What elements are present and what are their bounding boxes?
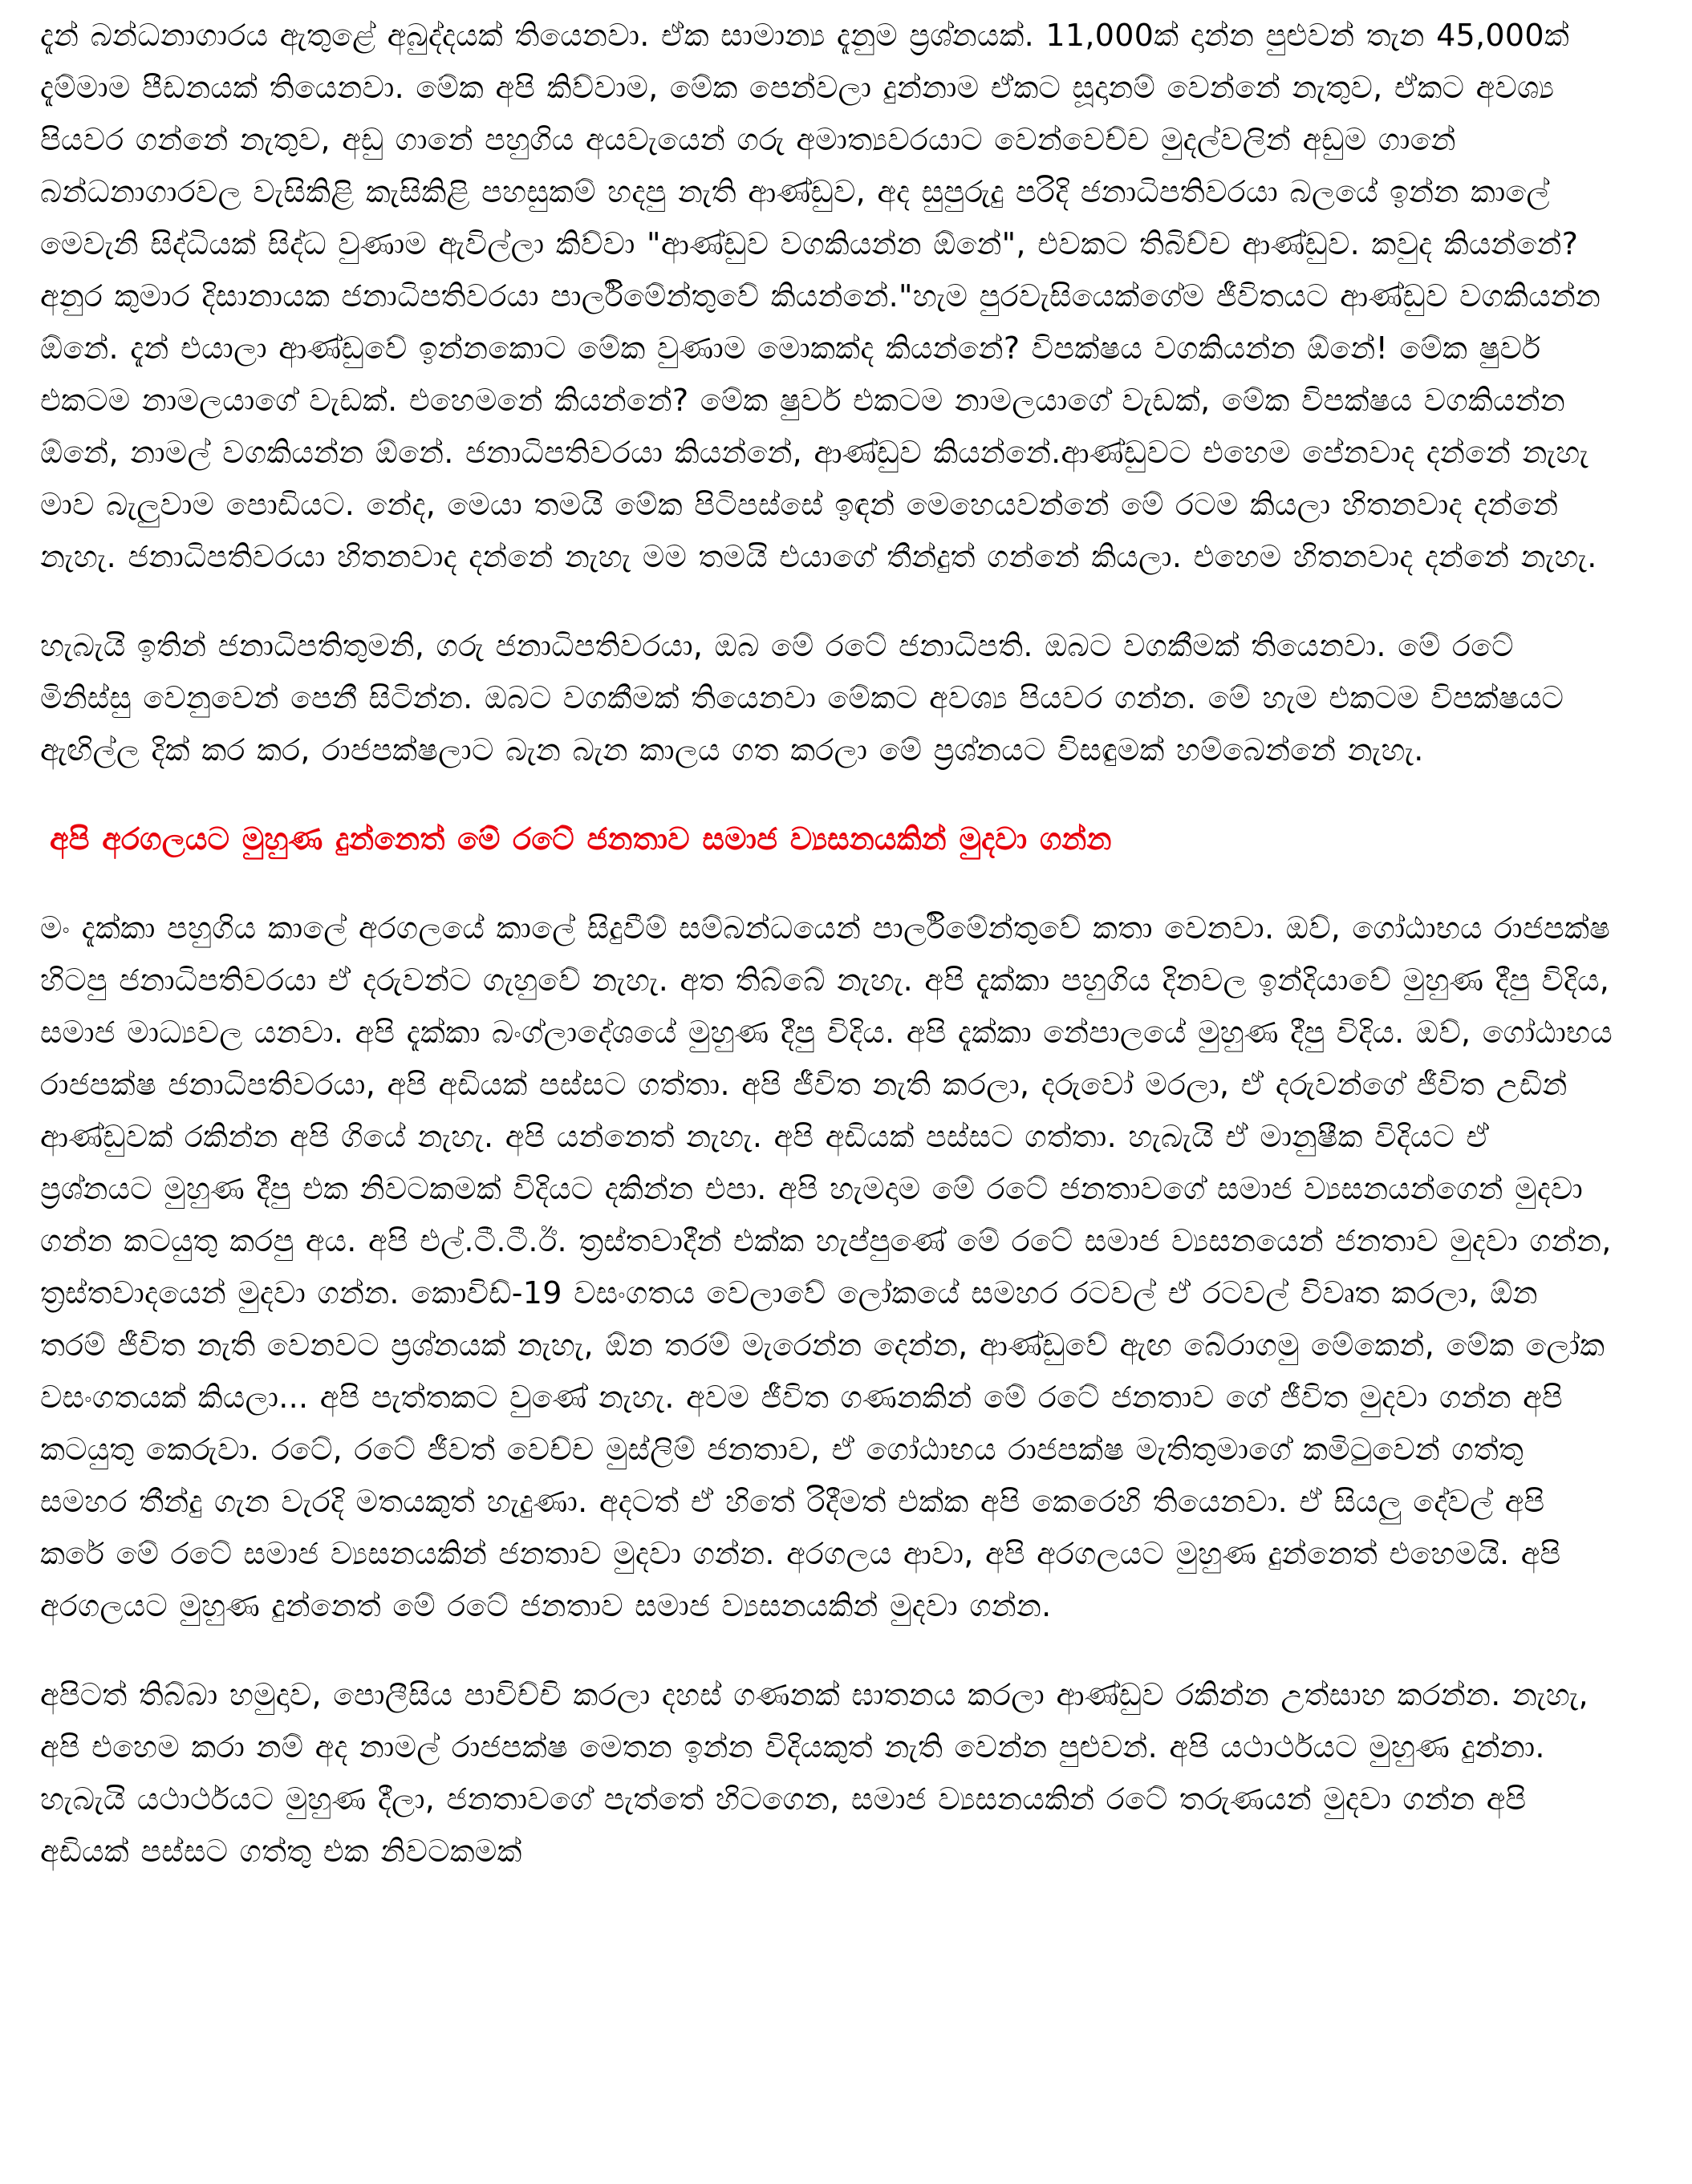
article-paragraph-3: මං දැක්කා පහුගිය කාලේ අරගලයේ කාලේ සිදුවීම් සම්බන්ධයෙන් පාර්ලිමේන්තුවේ කතා වෙනවා. ඔව්, ගෝඨාභය රාජපක්ෂ හිටපු ජනාධිපතිවරයා ඒ දරුවන්ට ගැහුවේ නැහැ. අත තිබ්බේ නැහැ. අපි දැක්කා පහුගිය දිනවල ඉන්දියාවේ මුහුණ දීපු විදිය, සමාජ මාධ්‍යවල යනවා. අපි දැක්කා බංග්ලාදේශයේ මුහුණ දීපු විදිය. අපි දැක්කා නේපාලයේ මුහුණ දීපු විදිය. ඔව්, ගෝඨාභය රාජපක්ෂ ජනාධිපතිවරයා, අපි අඩියක් පස්සට ගත්තා. අපි ජීවිත නැති කරලා, දරුවෝ මරලා, ඒ දරුවන්ගේ ජීවිත උඩින් ආණ්ඩුවක් රකින්න අපි ගියේ නැහැ. අපි යන්නෙත් නැහැ. අපි අඩියක් පස්සට ගත්තා. හැබැයි ඒ මානුෂීක විදියට ඒ ප්‍රශ්නයට මුහුණ දීපු එක නිවටකමක් විදියට දකින්න එපා. අපි හැමදාම මේ රටේ ජනතාවගේ සමාජ ව්‍යසනයන්ගෙන් මුදවා ගන්න කටයුතු කරපු අය. අපි එල්.ටී.ටී.ඊ. ත්‍රස්තවාදීන් එක්ක හැප්පුණේ මේ රටේ සමාජ ව්‍යසනයෙන් ජනතාව මුදවා ගන්න, ත්‍රස්තවාදයෙන් මුදවා ගන්න. කොවිඩ්-19 වසංගතය වෙලාවේ ලෝකයේ සමහර රටවල් ඒ රටවල් විවෘත කරලා, ඕන තරම් ජීවිත නැති වෙනවට ප්‍රශ්නයක් නැහැ, ඕන තරම් මැරෙන්න දෙන්න, ආණ්ඩුවේ ඇඟ බේරාගමු මේකෙන්, මේක ලෝක වසංගතයක් කියලා... අපි පැත්තකට වුණේ නැහැ. අවම ජීවිත ගණනකින් මේ රටේ ජනතාව ගේ ජීවිත මුදවා ගන්න අපි කටයුතු කෙරුවා. රටේ, රටේ ජීවත් වෙච්ච මුස්ලිම් ජනතාව, ඒ ගෝඨාභය රාජපක්ෂ මැතිතුමාගේ කමිටුවෙන් ගත්තු සමහර තීන්දු ගැන වැරදි මතයකුත් හැදුණා. අදටත් ඒ හිතේ රිදීමත් එක්ක අපි කෙරෙහි තියෙනවා. ඒ සියලු දේවල් අපි කරේ මේ රටේ සමාජ ව්‍යසනයකින් ජනතාව මුදවා ගන්න. අරගලය ආවා, අපි අරගලයට මුහුණ දුන්නෙත් එහෙමයි. අපි අරගලයට මුහුණ දුන්නෙත් මේ රටේ ජනතාව සමාජ ව්‍යසනයකින් මුදවා ගන්න. (40, 910, 1613, 1623)
article-subheading: අපි අරගලයට මුහුණ දුන්නෙත් මේ රටේ ජනතාව සමාජ ව්‍යසනයකින් මුදවා ගන්න (50, 821, 1112, 857)
article-paragraph-2: හැබැයි ඉතින් ජනාධිපතිතුමනි, ගරු ජනාධිපතිවරයා, ඔබ මේ රටේ ජනාධිපති. ඔබට වගකීමක් තියෙනවා. මේ රටේ මිනිස්සු වෙනුවෙන් පෙනී සිටින්න. ඔබට වගකීමක් තියෙනවා මේකට අවශ්‍ය පියවර ගන්න. මේ හැම එකටම විපක්ෂයට ඇඟිල්ල දික් කර කර, රාජපක්ෂලාට බැන බැන කාලය ගත කරලා මේ ප්‍රශ්නයට විසඳුමක් හම්බෙන්නේ නැහැ. (40, 628, 1564, 768)
article-paragraph-4: අපිටත් තිබ්බා හමුදාව, පොලීසිය පාවිච්චි කරලා දහස් ගණනක් ඝාතනය කරලා ආණ්ඩුව රකින්න උත්සාහ කරන්න. නැහැ, අපි එහෙම කරා නම් අද නාමල් රාජපක්ෂ මෙතන ඉන්න විදියකුත් නැති වෙන්න පුළුවන්. අපි යථාර්ථයට මුහුණ දුන්නා. හැබැයි යථාර්ථයට මුහුණ දීලා, ජනතාවගේ පැත්තේ හිටගෙන, සමාජ ව්‍යසනයකින් රටේ තරුණයන් මුදවා ගන්න අපි අඩියක් පස්සට ගත්තු එක නිවටකමක් (40, 1677, 1589, 1869)
article-paragraph-1: දැන් බන්ධනාගාරය ඇතුළේ අබුද්දයක් තියෙනවා. ඒක සාමාන්‍ය දැනුම ප්‍රශ්නයක්. 11,000ක් දාන්න පුළුවන් තැන 45,000ක් දැම්මාම පීඩනයක් තියෙනවා. මේක අපි කිව්වාම, මේක පෙන්වලා දුන්නාම ඒකට සූදානම් වෙන්නේ නැතුව, ඒකට අවශ්‍ය පියවර ගන්නේ නැතුව, අඩු ගානේ පහුගිය අයවැයෙන් ගරු අමාත්‍යවරයාට වෙන්වෙච්ච මුදල්වලින් අඩුම ගානේ බන්ධනාගාරවල වැසිකිළි කැසිකිළි පහසුකම් හදපු නැති ආණ්ඩුව, අද සුපුරුදු පරිදි ජනාධිපතිවරයා බලයේ ඉන්න කාලේ මෙවැනි සිද්ධියක් සිද්ධ වුණාම ඇවිල්ලා කිව්වා "ආණ්ඩුව වගකියන්න ඕනේ", එවකට තිබිච්ච ආණ්ඩුව. කවුද කියන්නේ? අනුර කුමාර දිසානායක ජනාධිපතිවරයා පාර්ලිමේන්තුවේ කියන්නේ."හැම පුරවැසියෙක්ගේම ජීවිතයට ආණ්ඩුව වගකියන්න ඕනේ. දැන් එයාලා ආණ්ඩුවේ ඉන්නකොට මේක වුණාම මොකක්ද කියන්නේ? විපක්ෂය වගකියන්න ඕනේ! මේක ෂුවර් එකටම නාමලයාගේ වැඩක්. එහෙමනේ කියන්නේ? මේක ෂුවර් එකටම නාමලයාගේ වැඩක්, මේක විපක්ෂය වගකියන්න ඕනේ, නාමල් වගකියන්න ඕනේ. ජනාධිපතිවරයා කියන්නේ, ආණ්ඩුව කියන්නේ.ආණ්ඩුවට එහෙම පේනවාද දන්නේ නැහැ මාව බැලුවාම පොඩියට. නේද, මෙයා තමයි මේක පිටිපස්සේ ඉඳන් මෙහෙයවන්නේ මේ රටම කියලා හිතනවාද දන්නේ නැහැ. ජනාධිපතිවරයා හිතනවාද දන්නේ නැහැ මම තමයි එයාගේ තීන්දුත් ගන්නේ කියලා. එහෙම හිතනවාද දන්නේ නැහැ. (40, 18, 1601, 574)
article-body (40, 10, 1613, 1915)
